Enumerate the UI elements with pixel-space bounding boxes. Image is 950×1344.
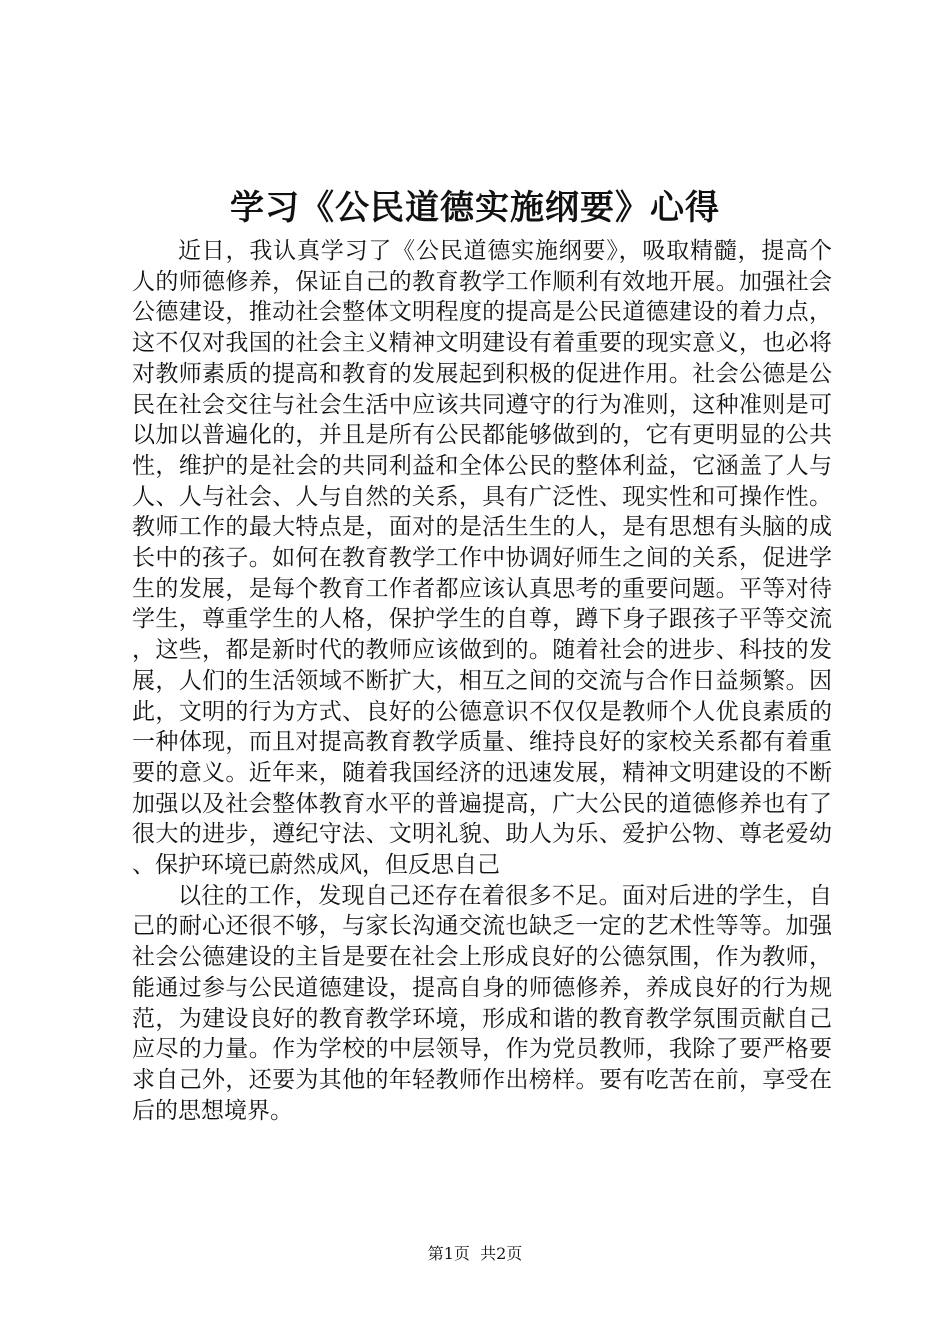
footer-spacer <box>470 1244 480 1263</box>
paragraph-2: 以往的工作，发现自己还存在着很多不足。面对后进的学生，自己的耐心还很不够，与家长沟通交流也缺乏一定的艺术性等等。加强社会公德建设的主旨是要在社会上形成良好的公德氛围，作为教师，能通过参与公民道德建设，提高自身的师德修养，养成良好的行为规范，为建设良好的教育教学环境，形成和谐的教育教学氛围贡献自己应尽的力量。作为学校的中层领导，作为党员教师，我除了要严格要求自己外，还要为其他的年轻教师作出榜样。要有吃苦在前，享受在后的思想境界。 <box>132 882 832 1124</box>
paragraph-1: 近日，我认真学习了《公民道德实施纲要》，吸取精髓，提高个人的师德修养，保证自己的教育教学工作顺利有效地开展。加强社会公德建设，推动社会整体文明程度的提高是公民道德建设的着力点，这不仅对我国的社会主义精神文明建设有着重要的现实意义，也必将对教师素质的提高和教育的发展起到积极的促进作用。社会公德是公民在社会交往与社会生活中应该共同遵守的行为准则，这种准则是可以加以普遍化的，并且是所有公民都能够做到的，它有更明显的公共性，维护的是社会的共同利益和全体公民的整体利益，它涵盖了人与人、人与社会、人与自然的关系，具有广泛性、现实性和可操作性。教师工作的最大特点是，面对的是活生生的人，是有思想有头脑的成长中的孩子。如何在教育教学工作中协调好师生之间的关系，促进学生的发展，是每个教育工作者都应该认真思考的重要问题。平等对待学生，尊重学生的人格，保护学生的自尊，蹲下身子跟孩子平等交流，这些，都是新时代的教师应该做到的。随着社会的进步、科技的发展，人们的生活领域不断扩大，相互之间的交流与合作日益频繁。因此，文明的行为方式、良好的公德意识不仅仅是教师个人优良素质的一种体现，而且对提高教育教学质量、维持良好的家校关系都有着重要的意义。近年来，随着我国经济的迅速发展，精神文明建设的不断加强以及社会整体教育水平的普遍提高，广大公民的道德修养也有了很大的进步，遵纪守法、文明礼貌、助人为乐、爱护公物、尊老爱幼、保护环境已蔚然成风，但反思自己 <box>132 238 832 879</box>
page-number: 第1页 <box>427 1244 470 1263</box>
page-title: 学习《公民道德实施纲要》心得 <box>230 188 720 228</box>
page-total: 共2页 <box>480 1244 523 1263</box>
document-body <box>132 236 832 1126</box>
page-footer <box>0 1244 950 1264</box>
